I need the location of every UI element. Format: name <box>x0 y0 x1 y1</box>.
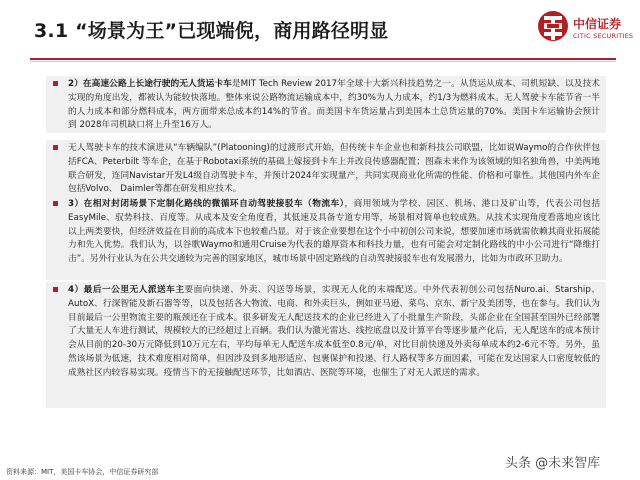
content-block-truck-technology <box>46 140 606 197</box>
block-text: 无人驾驶卡车的技术演进从“车辆编队”(Platooning)的过渡形式开始，但传统卡车企业也和新科技公司联盟，比如说Waymo的合作伙伴包括FCA、Peterbilt 等车企，在基于Robotaxi系统的基础上嫁接到卡车上并改良传感器配置；图森未来作为该领域的知名独角兽，中美两地联合研发，连同Navistar开发L4级自动驾驶卡车，并预计2024年实现量产，共同实现商业化所需的性能、价格和可靠性。其他国内外车企包括Volvo、 Daimler等都在研发相应技术。 <box>68 143 600 195</box>
company-logo <box>537 10 633 50</box>
bullet-square <box>53 287 58 292</box>
logo-name-en: CITIC SECURITIES <box>573 32 634 40</box>
block-text: ，商用领域为学校、园区、机场、港口及矿山等，代表公司包括EasyMile、驭势科技、百度等。从成本及安全角度看，其低速及具备专道专用等，场景相对简单也较成熟。从技术实现角度看落地应该比以上两类要快，但经济效益在目前的高成本下也较难凸显。对于该企业要想在这个小中初创公司来说，想要加速市场就需依赖其商业拓展能力和先入优势。我们认为，以谷歌Waymo和通用Cruise为代表的雄厚资本和科技力量，也有可能会对定制化路线的中小公司进行“降维打击”。另外行业认为在公共交通较为完善的国家地区，城市场景中固定路线的自动驾驶接驳车也有发展潜力，比如为市政环卫助力。 <box>68 199 601 265</box>
block-lead: 4）最后一公里无人派送车主 <box>68 285 185 295</box>
bullet-square <box>53 201 58 206</box>
header-divider <box>30 58 616 60</box>
page-title: 3.1 “场景为王”已现端倪，商用路径明显 <box>34 20 389 42</box>
block-lead: 3）在相对封闭场景下定制化路线的微循环自动驾驶接驳车（物流车） <box>68 199 345 209</box>
content-block-shuttle-vehicles <box>46 196 606 280</box>
block-lead: 2）在高速公路上长途行驶的无人货运卡车 <box>68 79 232 89</box>
citic-logo-icon <box>537 10 569 46</box>
header-divider-secondary <box>30 61 616 62</box>
content-block-long-haul-trucks <box>46 76 606 133</box>
source-note: 资料来源：MIT，美国卡车协会，中信证券研究部 <box>6 468 159 476</box>
block-text: 要面向快递、外卖、闪送等场景，实现无人化的末端配送。中外代表初创公司包括Nuro.ai、Starship、AutoX、行深智能及新石器等等，以及包括各大物流、电商、和外卖巨头，例如亚马逊、菜鸟、京东、新宁及美团等，也在参与。我们认为目前最后一公里物流主要的瓶颈还在于成本。很多研发无人配送技术的企业已经进入了小批量生产阶段，头部企业在全国甚至国外已经部署了大量无人车进行测试，规模较大的已经超过上百辆。我们认为激光雷达、线控底盘以及计算平台等逐步量产化后，无人配送车的成本预计会从目前的20-30万元降低到10万元左右，平均每单无人配送车成本低至0.8元/单，对比目前快递及外卖每单成本约2-6元不等。另外，虽然该场景为低速，技术难度相对简单，但因涉及到多地形适应、包裹保护和投递、行人路权等多方面因素，可能在发达国家人口密度较低的成熟社区内较容易实现。疫情当下的无接触配送环节，比如酒店、医院等环境，也催生了对无人派送的需求。 <box>68 285 600 378</box>
bullet-square <box>53 145 58 150</box>
bullet-square <box>53 81 58 86</box>
logo-name-cn: 中信证券 <box>573 17 622 31</box>
block-text: 是MIT Tech Review 2017年全球十大新兴科技趋势之一。从货运从成本、司机短缺、以及技术实现的角度出发，都被认为能较快落地。整体来说公路物流运输成本中，约30%为人力成本，约1/3为燃料成本。无人驾驶卡车能节省一半的人力成本和部分燃料成本，两方面带来总成本约14%的节省。而美国卡车货运量占到美国本土总货运量的70%。美国卡车运输协会预计到 2028年司机缺口将上升至16万人。 <box>68 79 600 131</box>
watermark: 头条 @未来智库 <box>505 456 601 471</box>
content-block-last-mile-delivery <box>46 282 606 408</box>
